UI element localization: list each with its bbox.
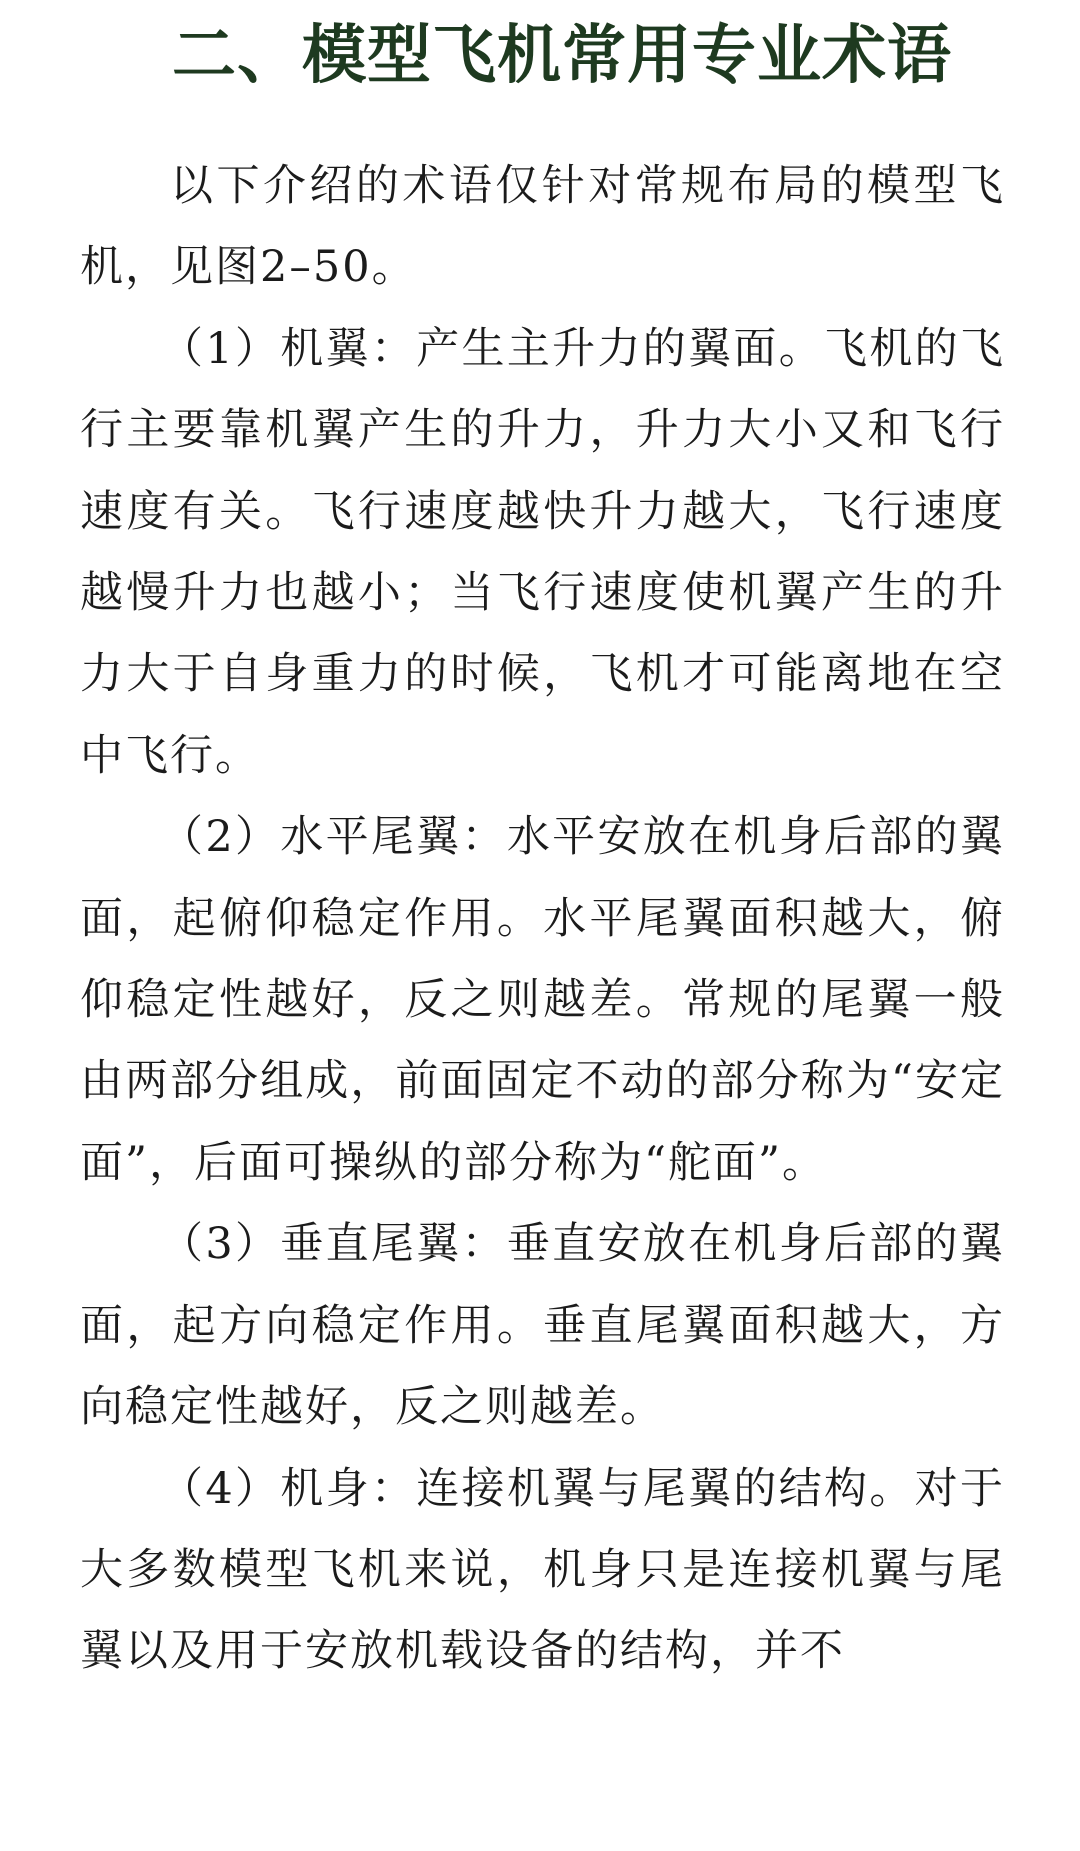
term-wing-paragraph: （1）机翼：产生主升力的翼面。飞机的飞行主要靠机翼产生的升力，升力大小又和飞行速度有关。飞行速度越快升力越大，飞行速度越慢升力也越小；当飞行速度使机翼产生的升力大于自身重力的时候，飞机才可能离地在空中飞行。 xyxy=(80,323,1005,781)
term-fuselage-paragraph: （4）机身：连接机翼与尾翼的结构。对于大多数模型飞机来说，机身只是连接机翼与尾翼以及用于安放机载设备的结构，并不 xyxy=(80,1463,1005,1677)
term-horizontal-tail-paragraph: （2）水平尾翼：水平安放在机身后部的翼面，起俯仰稳定作用。水平尾翼面积越大，俯仰稳定性越好，反之则越差。常规的尾翼一般由两部分组成，前面固定不动的部分称为“安定面”，后面可操纵的部分称为“舵面”。 xyxy=(80,812,1005,1188)
body-text xyxy=(80,146,1005,1693)
section-heading: 二、模型飞机常用专业术语 xyxy=(172,19,952,93)
intro-paragraph: 以下介绍的术语仅针对常规布局的模型飞机，见图2–50。 xyxy=(80,161,1005,293)
term-vertical-tail-paragraph: （3）垂直尾翼：垂直安放在机身后部的翼面，起方向稳定作用。垂直尾翼面积越大，方向稳定性越好，反之则越差。 xyxy=(80,1219,1005,1433)
